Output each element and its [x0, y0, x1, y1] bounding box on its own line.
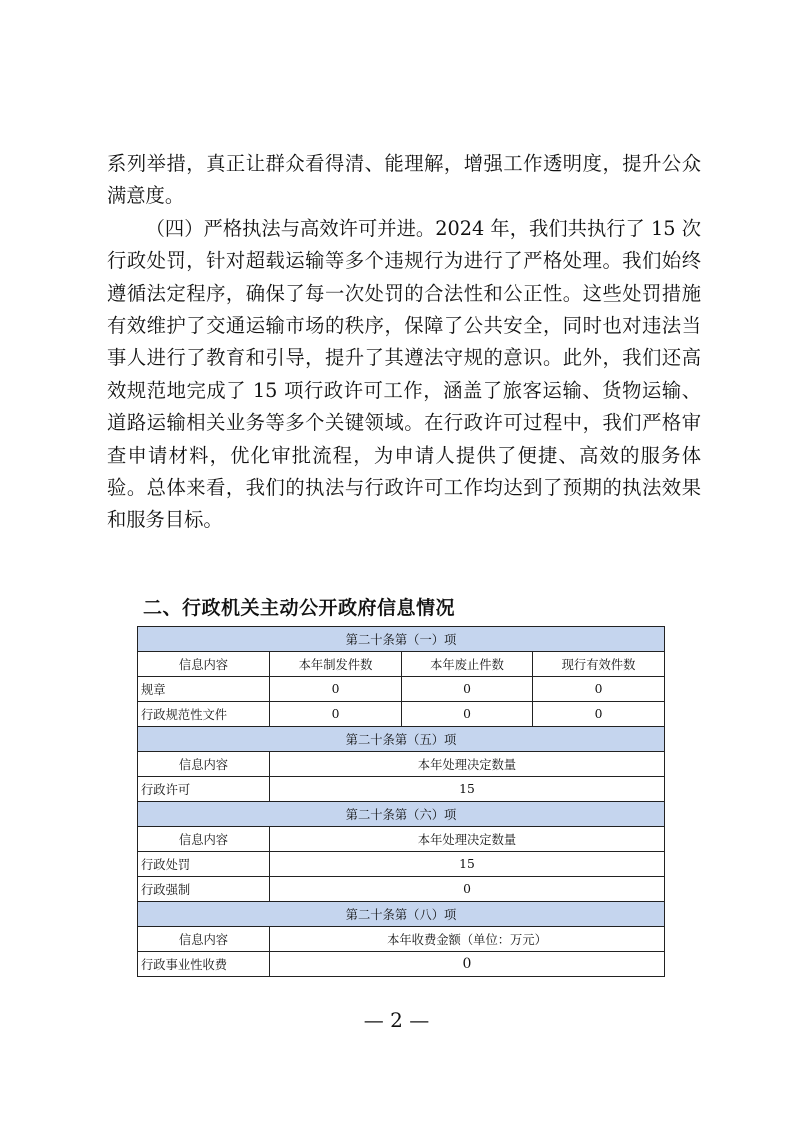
page-number: — 2 —: [363, 1008, 430, 1032]
cell-value: 0: [270, 877, 665, 902]
header-row: [138, 752, 665, 777]
row-label: 规章: [138, 677, 270, 702]
header-cell: 信息内容: [138, 927, 270, 952]
header-row: [138, 827, 665, 852]
header-cell: 信息内容: [138, 827, 270, 852]
table-row: [138, 677, 665, 702]
row-label: 行政规范性文件: [138, 702, 270, 727]
paragraph-enforcement: （四）严格执法与高效许可并进。2024 年，我们共执行了 15 次行政处罚，针对超载运输等多个违规行为进行了严格处理。我们始终遵循法定程序，确保了每一次处罚的合法性和公正性。这些处罚措施有效维护了交通运输市场的秩序，保障了公共安全，同时也对违法当事人进行了教育和引导，提升了其遵法守规的意识。此外，我们还高效规范地完成了 15 项行政许可工作，涵盖了旅客运输、货物运输、道路运输相关业务等多个关键领域。在行政许可过程中，我们严格审查申请材料，优化审批流程，为申请人提供了便捷、高效的服务体验。总体来看，我们的执法与行政许可工作均达到了预期的执法效果和服务目标。: [107, 216, 701, 532]
section-title: 第二十条第（五）项: [138, 727, 665, 752]
section-title: 第二十条第（一）项: [138, 627, 665, 652]
cell-value: 15: [270, 852, 665, 877]
body-text: [107, 148, 701, 537]
cell-issued: 0: [270, 677, 402, 702]
header-cell: 本年收费金额（单位：万元）: [270, 927, 665, 952]
header-row: [138, 652, 665, 677]
table-row: [138, 702, 665, 727]
header-cell: 本年制发件数: [270, 652, 402, 677]
row-label: 行政许可: [138, 777, 270, 802]
cell-value: 0: [270, 952, 665, 977]
table-row: [138, 877, 665, 902]
header-cell: 信息内容: [138, 752, 270, 777]
cell-valid: 0: [533, 702, 665, 727]
section-heading: 二、行政机关主动公开政府信息情况: [143, 597, 456, 619]
header-cell: 信息内容: [138, 652, 270, 677]
header-row: [138, 927, 665, 952]
disclosure-table: [137, 626, 665, 977]
header-cell: 本年处理决定数量: [270, 752, 665, 777]
section-row-article-8: [138, 902, 665, 927]
cell-issued: 0: [270, 702, 402, 727]
header-cell: 现行有效件数: [533, 652, 665, 677]
cell-abolished: 0: [402, 702, 533, 727]
row-label: 行政强制: [138, 877, 270, 902]
header-cell: 本年处理决定数量: [270, 827, 665, 852]
section-title: 第二十条第（六）项: [138, 802, 665, 827]
section-row-article-6: [138, 802, 665, 827]
row-label: 行政处罚: [138, 852, 270, 877]
paragraph-continuation: 系列举措，真正让群众看得清、能理解，增强工作透明度，提升公众满意度。: [107, 152, 701, 208]
table-row: [138, 777, 665, 802]
row-label: 行政事业性收费: [138, 952, 270, 977]
section-title: 第二十条第（八）项: [138, 902, 665, 927]
section-row-article-5: [138, 727, 665, 752]
cell-value: 15: [270, 777, 665, 802]
section-row-article-1: [138, 627, 665, 652]
header-cell: 本年废止件数: [402, 652, 533, 677]
cell-abolished: 0: [402, 677, 533, 702]
table-row: [138, 852, 665, 877]
cell-valid: 0: [533, 677, 665, 702]
table-row: [138, 952, 665, 977]
